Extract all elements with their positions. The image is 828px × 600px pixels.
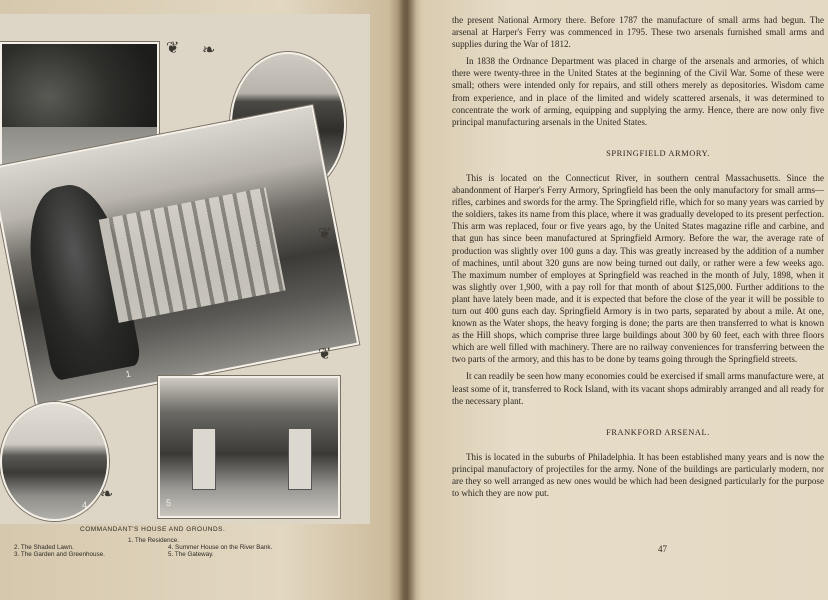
caption-text: The Shaded Lawn. (20, 544, 74, 551)
gatepost-shape (192, 428, 216, 490)
caption-text: Summer House on the River Bank. (175, 544, 273, 551)
house-shape (99, 187, 286, 323)
gatepost-shape (288, 428, 312, 490)
page-text (452, 14, 824, 504)
caption-3 (14, 551, 105, 558)
section-heading-springfield: SPRINGFIELD ARMORY. (606, 148, 710, 158)
caption-number: 1. (128, 537, 134, 544)
caption-text: The Gateway. (174, 551, 214, 558)
paragraph: In 1838 the Ordnance Department was placed in charge of the arsenals and armories, of which there were twenty-three in the United States at the beginning of the Civil War. Some of these were small; others were intended only for repairs, and still others merely as depositories. Wisdom came from experience, and in place of the limited and widely scattered arsenals, it was determined to concentrate the work of arming, equipping and supplying the army. Hence, there are now only five principal manufacturing arsenals in the United States. (452, 56, 824, 127)
caption-text: The Residence. (134, 537, 180, 544)
photo-summer-house (0, 402, 109, 521)
leaf-ornament-icon: ❧ (202, 40, 216, 59)
photo-number: 4 (82, 500, 88, 510)
leaf-ornament-icon: ❦ (166, 38, 180, 57)
leaf-ornament-icon: ❧ (100, 484, 114, 503)
photo-gateway (158, 376, 340, 518)
paragraph: This is located in the suburbs of Philadelphia. It has been established many years and is now the principal manufactory of projectiles for the army. None of the buildings are particularly modern, nor are they so well arranged as new ones would be which had been designed particularly for the purpose to which they are now put. (452, 451, 824, 499)
book-gutter (398, 0, 416, 600)
photo-number: 5 (166, 498, 172, 508)
paragraph: It can readily be seen how many economies could be exercised if small arms manufacture were, at least some of it, transferred to Rock Island, with its vacant shops admirably arranged and all ready for the necessary plant. (452, 371, 824, 406)
paragraph: This is located on the Connecticut River, in southern central Massachusetts. Since the abandonment of Harper's Ferry Armory, Springfield has been the only manufactory for small arms—rifles, carbines and swords for the army. The Springfield rifle, which for so many years was carried by the soldiers, takes its name from this place, where it was gradually developed to its present perfection. This arm was replaced, four or five years ago, by the United States magazine rifle and carbine, and that gun has since been manufactured at Springfield Armory. Before the war, the average rate of production was slightly over 100 guns a day. This was greatly increased by the addition of a number of machines, until about 320 guns are now being turned out daily, or rather were a few weeks ago. The maximum number of employes at Springfield was reached in the month of July, 1898, when it was slightly over 1,900, with a pay roll for that month of about $125,000. Further additions to the plant have lately been made, and it is expected that before the close of the year it will be possible to turn out 400 guns each day. Springfield Armory is in two parts, separated by about a mile. At one, known as the Water shops, the heavy forging is done; the parts are then transferred to what is known as the Hill shops, which comprise three large buildings about 300 by 60 feet, each with three floors which are well filled with machinery. There are no railway conveniences for transferring between the two parts of the armory, and this has to be done by teams going through the Springfield streets. (452, 172, 824, 365)
caption-5 (168, 551, 214, 558)
paragraph: the present National Armory there. Before 1787 the manufacture of small arms had begun. The arsenal at Harper's Ferry was commenced in 1795. These two arsenals furnished small arms and supplies during the War of 1812. (452, 15, 824, 50)
caption-number: 5. (168, 551, 174, 558)
section-heading-frankford: FRANKFORD ARSENAL. (606, 427, 710, 437)
caption-4 (168, 544, 272, 551)
caption-number: 4. (168, 544, 174, 551)
photo-plate (0, 14, 370, 524)
leaf-ornament-icon: ❦ (318, 344, 332, 363)
plate-title: COMMANDANT'S HOUSE AND GROUNDS. (80, 526, 226, 533)
caption-number: 3. (14, 551, 20, 558)
page-number: 47 (658, 544, 667, 554)
caption-number: 2. (14, 544, 20, 551)
photo-number: 1 (124, 368, 132, 380)
caption-1 (128, 537, 179, 544)
caption-2 (14, 544, 74, 551)
caption-text: The Garden and Greenhouse. (20, 551, 105, 558)
left-page (0, 0, 405, 600)
leaf-ornament-icon: ❦ (318, 224, 332, 243)
